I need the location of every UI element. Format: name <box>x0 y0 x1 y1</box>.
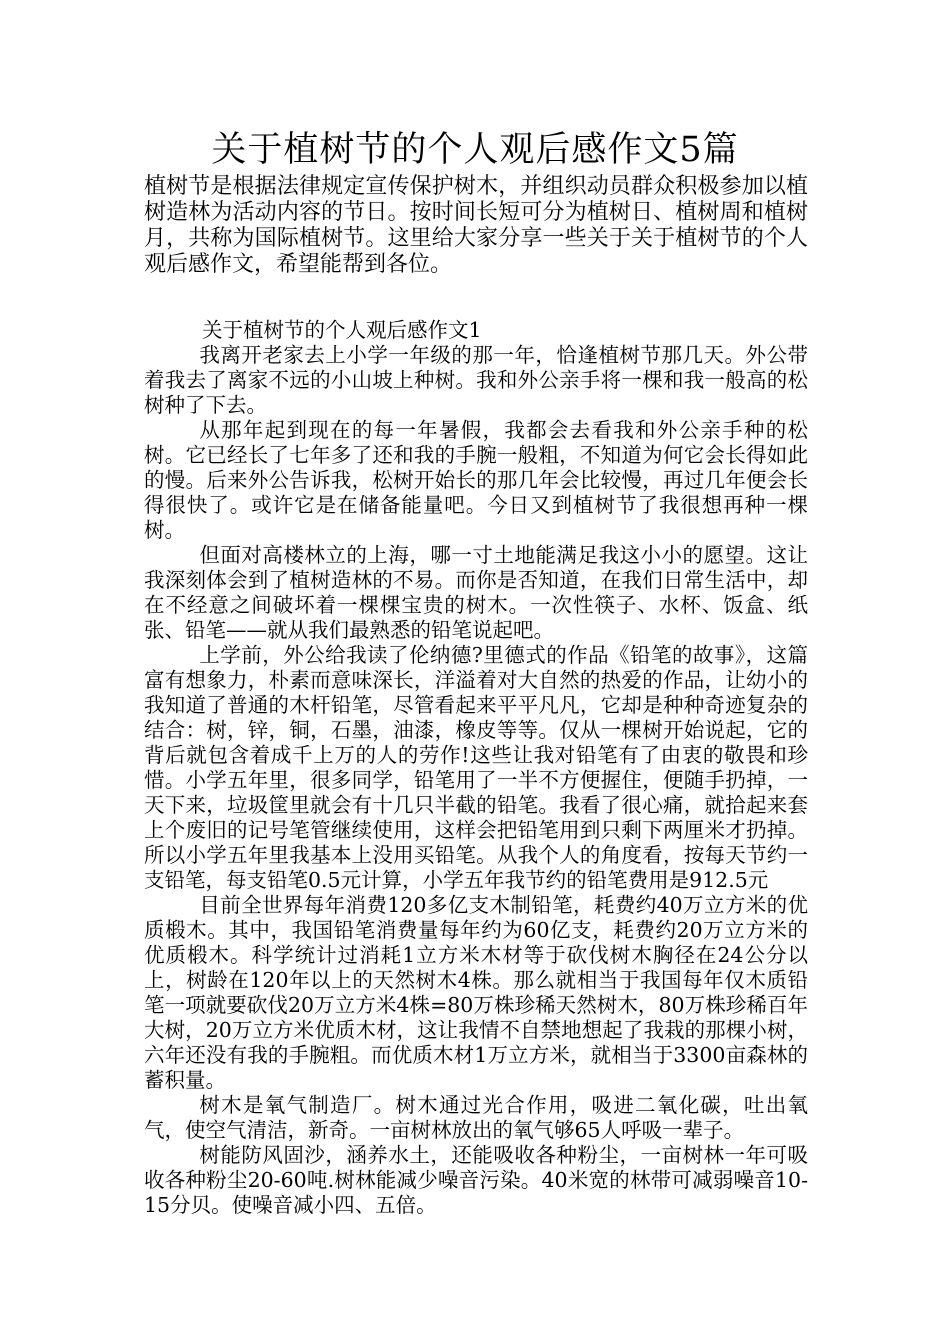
section-spacer <box>144 278 808 317</box>
section-heading: 关于植树节的个人观后感作文1 <box>202 318 482 342</box>
document-title: 关于植树节的个人观后感作文5篇 <box>211 130 739 170</box>
body-paragraph-1: 我离开老家去上小学一年级的那一年，恰逢植树节那几天。外公带着我去了离家不远的小山坡上种树。我和外公亲手将一棵和我一般高的松树种了下去。 <box>144 343 808 417</box>
body-paragraph-2: 从那年起到现在的每一年暑假，我都会去看我和外公亲手种的松树。它已经长了七年多了还和我的手腕一般粗，不知道为何它会长得如此的慢。后来外公告诉我，松树开始长的那几年会比较慢，再过几年便会长得很快了。或许它是在储备能量吧。今日又到植树节了我很想再种一棵树。 <box>144 418 808 542</box>
body-paragraph-5: 目前全世界每年消费120多亿支木制铅笔，耗费约40万立方米的优质椴木。其中，我国铅笔消费量每年约为60亿支，耗费约20万立方米的优质椴木。科学统计过消耗1立方米木材等于砍伐树木胸径在24公分以上，树龄在120年以上的天然树木4株。那么就相当于我国每年仅木质铅笔一项就要砍伐20万立方米4株=80万株珍稀天然树木，80万株珍稀百年大树，20万立方米优质木材，这让我情不自禁地想起了我栽的那棵小树，六年还没有我的手腕粗。而优质木材1万立方米，就相当于3300亩森林的蓄积量。 <box>144 893 808 1092</box>
body-paragraph-3: 但面对高楼林立的上海，哪一寸土地能满足我这小小的愿望。这让我深刻体会到了植树造林的不易。而你是否知道，在我们日常生活中，却在不经意之间破坏着一棵棵宝贵的树木。一次性筷子、水杯、饭盒、纸张、铅笔——就从我们最熟悉的铅笔说起吧。 <box>144 543 808 642</box>
body-paragraph-4: 上学前，外公给我读了伦纳德?里德式的作品《铅笔的故事》，这篇富有想象力，朴素而意味深长，洋溢着对大自然的热爱的作品，让幼小的我知道了普通的木杆铅笔，尽管看起来平平凡凡，它却是种种奇迹复杂的结合：树，锌，铜，石墨，油漆，橡皮等等。仅从一棵树开始说起，它的背后就包含着成千上万的人的劳作!这些让我对铅笔有了由衷的敬畏和珍惜。小学五年里，很多同学，铅笔用了一半不方便握住，便随手扔掉，一天下来，垃圾筐里就会有十几只半截的铅笔。我看了很心痛，就拾起来套上个废旧的记号笔管继续使用，这样会把铅笔用到只剩下两厘米才扔掉。所以小学五年里我基本上没用买铅笔。从我个人的角度看，按每天节约一支铅笔，每支铅笔0.5元计算，小学五年我节约的铅笔费用是912.5元 <box>144 643 808 892</box>
intro-paragraph: 植树节是根据法律规定宣传保护树木，并组织动员群众积极参加以植树造林为活动内容的节日。按时间长短可分为植树日、植树周和植树月，共称为国际植树节。这里给大家分享一些关于关于植树节的个人观后感作文，希望能帮到各位。 <box>144 174 808 277</box>
document-body <box>144 174 808 1218</box>
body-paragraph-6: 树木是氧气制造厂。树木通过光合作用，吸进二氧化碳，吐出氧气，使空气清洁，新奇。一亩树林放出的氧气够65人呼吸一辈子。 <box>144 1093 808 1142</box>
body-paragraph-7: 树能防风固沙，涵养水土，还能吸收各种粉尘，一亩树林一年可吸收各种粉尘20-60吨.树林能减少噪音污染。40米宽的林带可减弱噪音10-15分贝。使噪音减小四、五倍。 <box>144 1143 808 1217</box>
